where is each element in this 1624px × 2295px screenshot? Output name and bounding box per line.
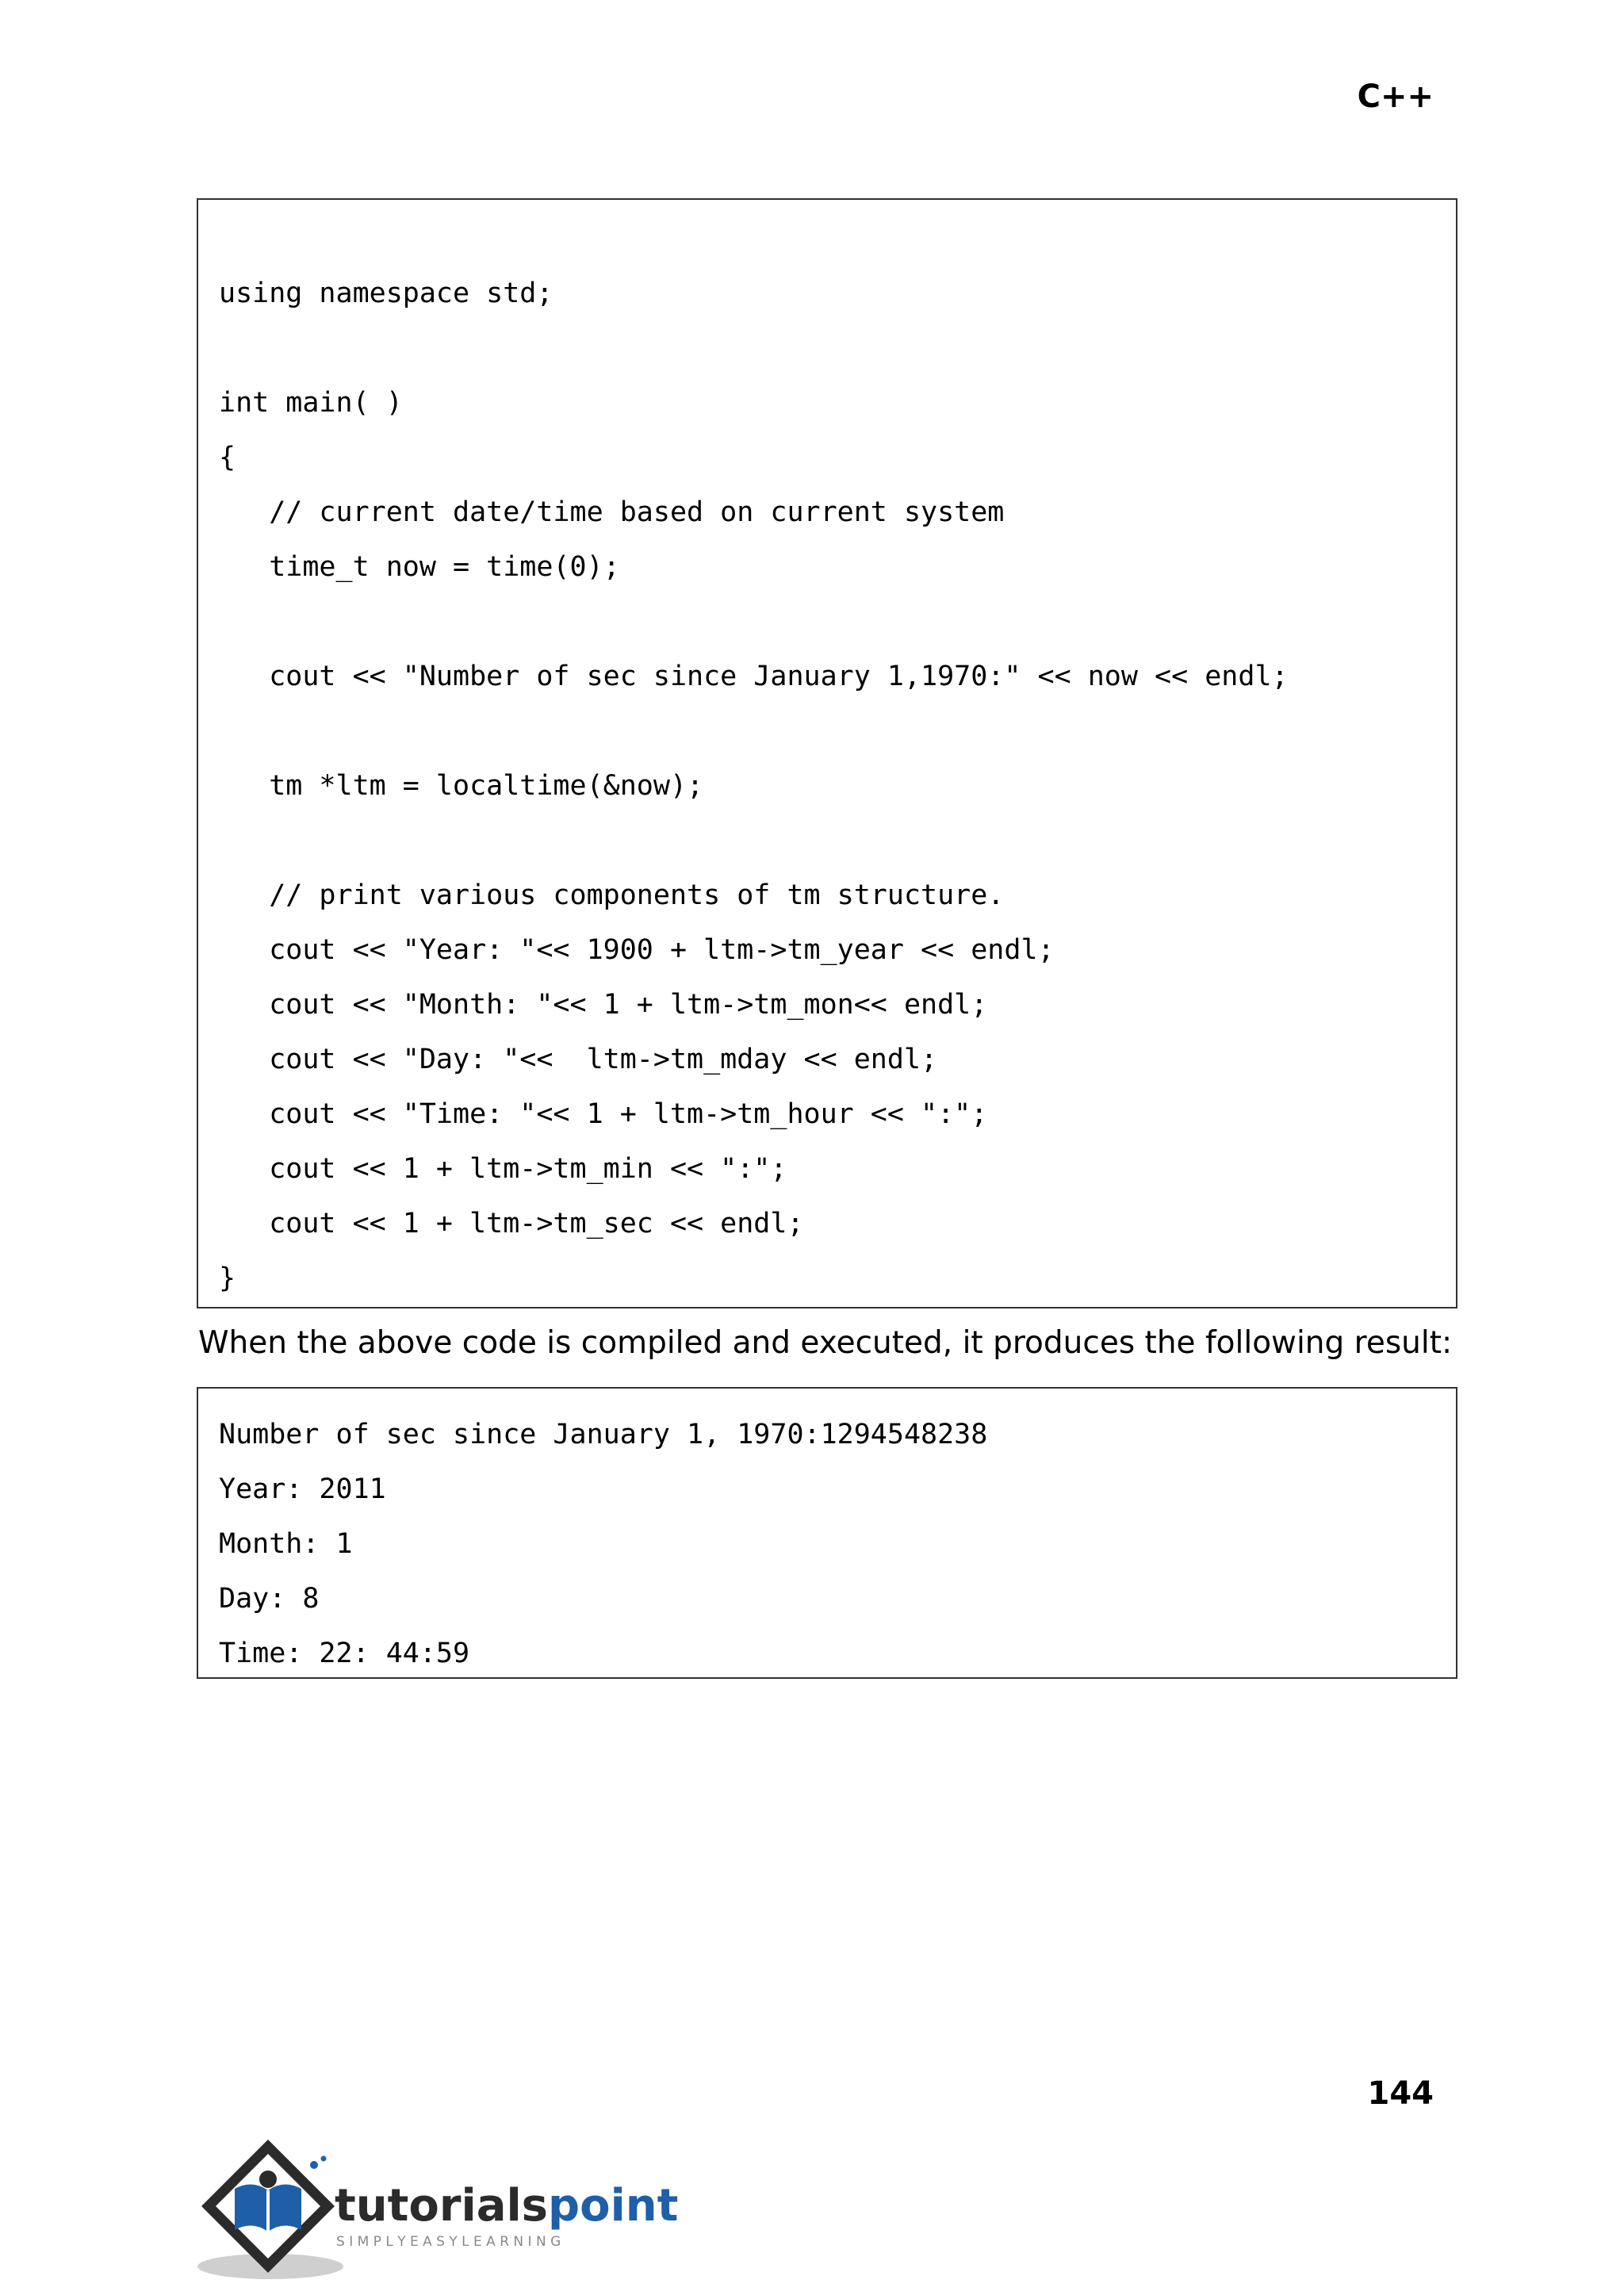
result-description: When the above code is compiled and executed, it produces the following result: [198, 1325, 1453, 1361]
code-line: cout << "Number of sec since January 1,1970:" << now << endl; [219, 661, 1289, 692]
code-line: int main( ) [219, 387, 403, 419]
page-header-title: C++ [1357, 79, 1434, 115]
logo-wordmark-main: tutorials [335, 2180, 549, 2232]
output-line: Number of sec since January 1, 1970:1294548238 [219, 1419, 988, 1450]
code-line: cout << "Year: "<< 1900 + ltm->tm_year << endl; [219, 934, 1055, 966]
code-line: cout << "Time: "<< 1 + ltm->tm_hour << ":"; [219, 1098, 988, 1130]
code-line: cout << "Month: "<< 1 + ltm->tm_mon<< endl; [219, 989, 988, 1021]
code-line: cout << "Day: "<< ltm->tm_mday << endl; [219, 1044, 938, 1075]
logo-tagline: S I M P L Y E A S Y L E A R N I N G [336, 2234, 561, 2250]
code-line: // print various components of tm structure. [219, 879, 1005, 911]
code-line: } [219, 1262, 236, 1294]
logo-wordmark-accent: point [548, 2180, 679, 2232]
output-line: Month: 1 [219, 1528, 353, 1560]
code-line [198, 814, 1456, 868]
code-line: tm *ltm = localtime(&now); [219, 770, 704, 802]
code-line: cout << 1 + ltm->tm_sec << endl; [219, 1208, 804, 1239]
tutorialspoint-logo [195, 2133, 687, 2284]
page-number: 144 [1367, 2075, 1434, 2112]
code-line [198, 321, 1456, 376]
source-code-block [197, 198, 1457, 1308]
logo-wordmark [335, 2180, 678, 2232]
logo-dot [310, 2161, 318, 2169]
output-line: Year: 2011 [219, 1473, 386, 1505]
code-line: time_t now = time(0); [219, 551, 620, 583]
code-line [198, 704, 1456, 759]
code-line: using namespace std; [219, 278, 553, 309]
output-block [197, 1387, 1457, 1679]
code-line: // current date/time based on current system [219, 496, 1005, 528]
code-line: cout << 1 + ltm->tm_min << ":"; [219, 1153, 787, 1185]
logo-figure-head [259, 2170, 277, 2188]
output-line: Day: 8 [219, 1583, 320, 1615]
code-line: { [219, 442, 236, 473]
logo-dot [321, 2156, 327, 2162]
output-line: Time: 22: 44:59 [219, 1638, 470, 1669]
code-line [198, 595, 1456, 649]
